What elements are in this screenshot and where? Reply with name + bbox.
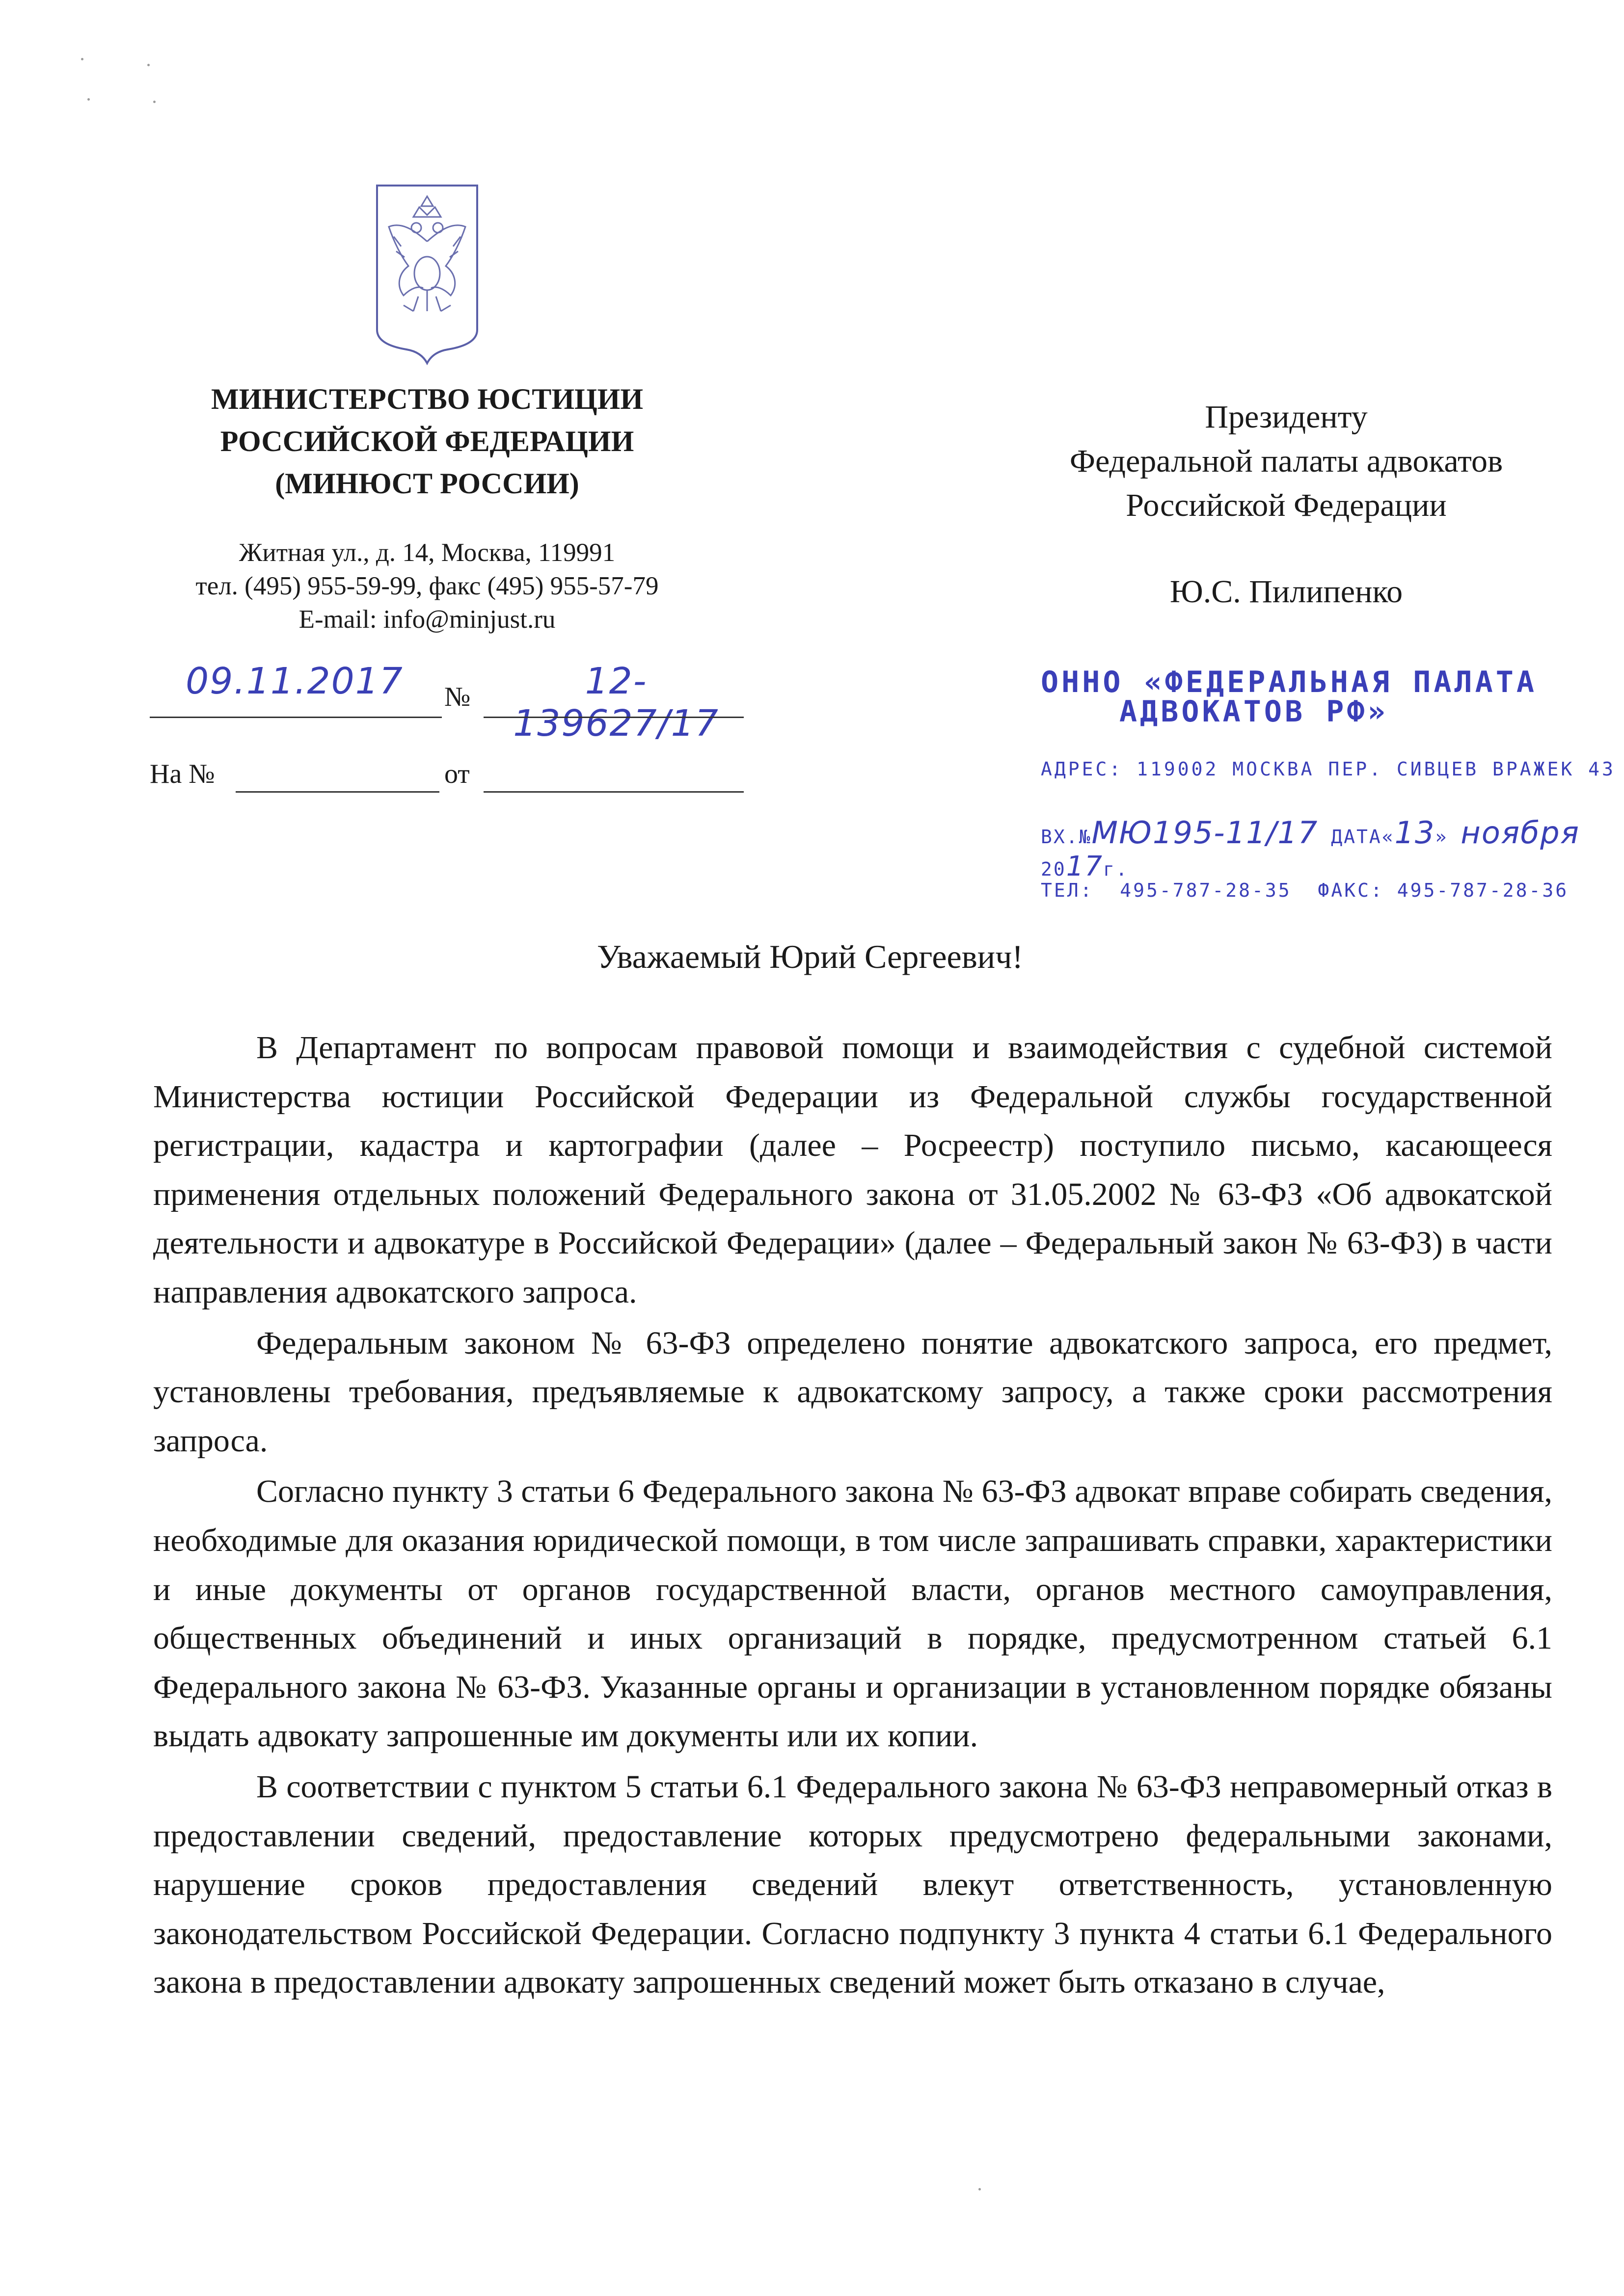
scan-speck [153,101,156,103]
stamp-org-line: АДВОКАТОВ РФ» [1119,694,1388,729]
body-paragraph: В Департамент по вопросам правовой помощи и взаимодействия с судебной системой Министерства юстиции Российской Федерации из Федеральной службы государственной регистрации, кадастра и картографии (далее – Росреестр) поступило письмо, касающееся применения отдельных положений Федерального закона от 31.05.2002 № 63-ФЗ «Об адвокатской деятельности и адвокатуре в Российской Федерации» (далее – Федеральный закон № 63-ФЗ) в части направления адвокатского запроса. [153,1030,1552,1310]
outgoing-number-line [484,717,744,718]
addressee [987,395,1586,528]
ministry-name-line: РОССИЙСКОЙ ФЕДЕРАЦИИ [220,425,634,457]
stamp-registration: ВХ.№МЮ195-11/17 ДАТА«13» ноября 2017г. [1041,815,1580,882]
ministry-contacts [147,536,707,636]
stamp-vx-number: МЮ195-11/17 [1091,815,1319,851]
stamp-year-prefix: 20 [1041,858,1066,880]
ministry-name-line: МИНИСТЕРСТВО ЮСТИЦИИ [211,383,644,415]
outgoing-number-label: № [444,682,471,712]
outgoing-date: 09.11.2017 [186,660,404,702]
addressee-line: Президенту [1205,399,1368,435]
scan-speck [978,2188,981,2190]
body-paragraph: Согласно пункту 3 статьи 6 Федерального закона № 63-ФЗ адвокат вправе собирать сведения, необходимые для оказания юридической помощи, в том числе запрашивать справки, характеристики и иные документы от органов государственной власти, органов местного самоуправления, общественных объединений и иных организаций в порядке, предусмотренном статьей 6.1 Федерального закона № 63-ФЗ. Указанные органы и организации в установленном порядке обязаны выдать адвокату запрошенные им документы или их копии. [153,1473,1552,1754]
scan-speck [147,64,150,66]
addressee-line: Федеральной палаты адвокатов [1069,443,1503,479]
incoming-ref-date-line [484,791,744,793]
ministry-address: Житная ул., д. 14, Москва, 119991 [239,538,616,567]
letter-body [153,1023,1552,2009]
stamp-vx-label: ВХ.№ [1041,826,1092,848]
stamp-day: 13 [1394,815,1435,851]
stamp-tel-fax: ТЕЛ: 495-787-28-35 ФАКС: 495-787-28-36 [1041,880,1569,901]
stamp-address: АДРЕС: 119002 МОСКВА ПЕР. СИВЦЕВ ВРАЖЕК 43 [1041,758,1616,780]
incoming-ref-label: На № [150,759,215,789]
incoming-ref-number-line [236,791,439,793]
stamp-org-line: ОННО «ФЕДЕРАЛЬНАЯ ПАЛАТА [1041,665,1537,699]
outgoing-number: 12-139627/17 [513,660,719,745]
ministry-phone-fax: тел. (495) 955-59-99, факс (495) 955-57-79 [195,572,659,600]
body-paragraph: Федеральным законом № 63-ФЗ определено понятие адвокатского запроса, его предмет, установлены требования, предъявляемые к адвокатскому запросу, а также сроки рассмотрения запроса. [153,1325,1552,1459]
outgoing-date-line [150,717,442,718]
addressee-line: Российской Федерации [1126,487,1447,523]
stamp-year-end: г. [1103,858,1129,880]
stamp-month: ноября [1461,815,1580,851]
greeting: Уважаемый Юрий Сергеевич! [596,938,1024,975]
ministry-name [147,378,707,505]
incoming-ref-from-label: от [444,759,470,789]
stamp-year-suffix: 17 [1066,851,1104,882]
ministry-email: E-mail: info@minjust.ru [298,605,556,634]
ministry-name-line: (МИНЮСТ РОССИИ) [275,467,579,500]
coat-of-arms-emblem [374,183,480,365]
scan-speck [87,98,90,101]
stamp-date-label: ДАТА« [1331,826,1395,848]
addressee-name: Ю.С. Пилипенко [1169,574,1403,610]
scan-speck [81,58,83,60]
body-paragraph: В соответствии с пунктом 5 статьи 6.1 Федерального закона № 63-ФЗ неправомерный отказ в предоставлении сведений, предоставление которых предусмотрено федеральными законами, нарушение сроков предоставления сведений влекут ответственность, установленную законодательством Российской Федерации. Согласно подпункту 3 пункта 4 статьи 6.1 Федерального закона в предоставлении адвокату запрошенных сведений может быть отказано в случае, [153,1768,1552,2001]
